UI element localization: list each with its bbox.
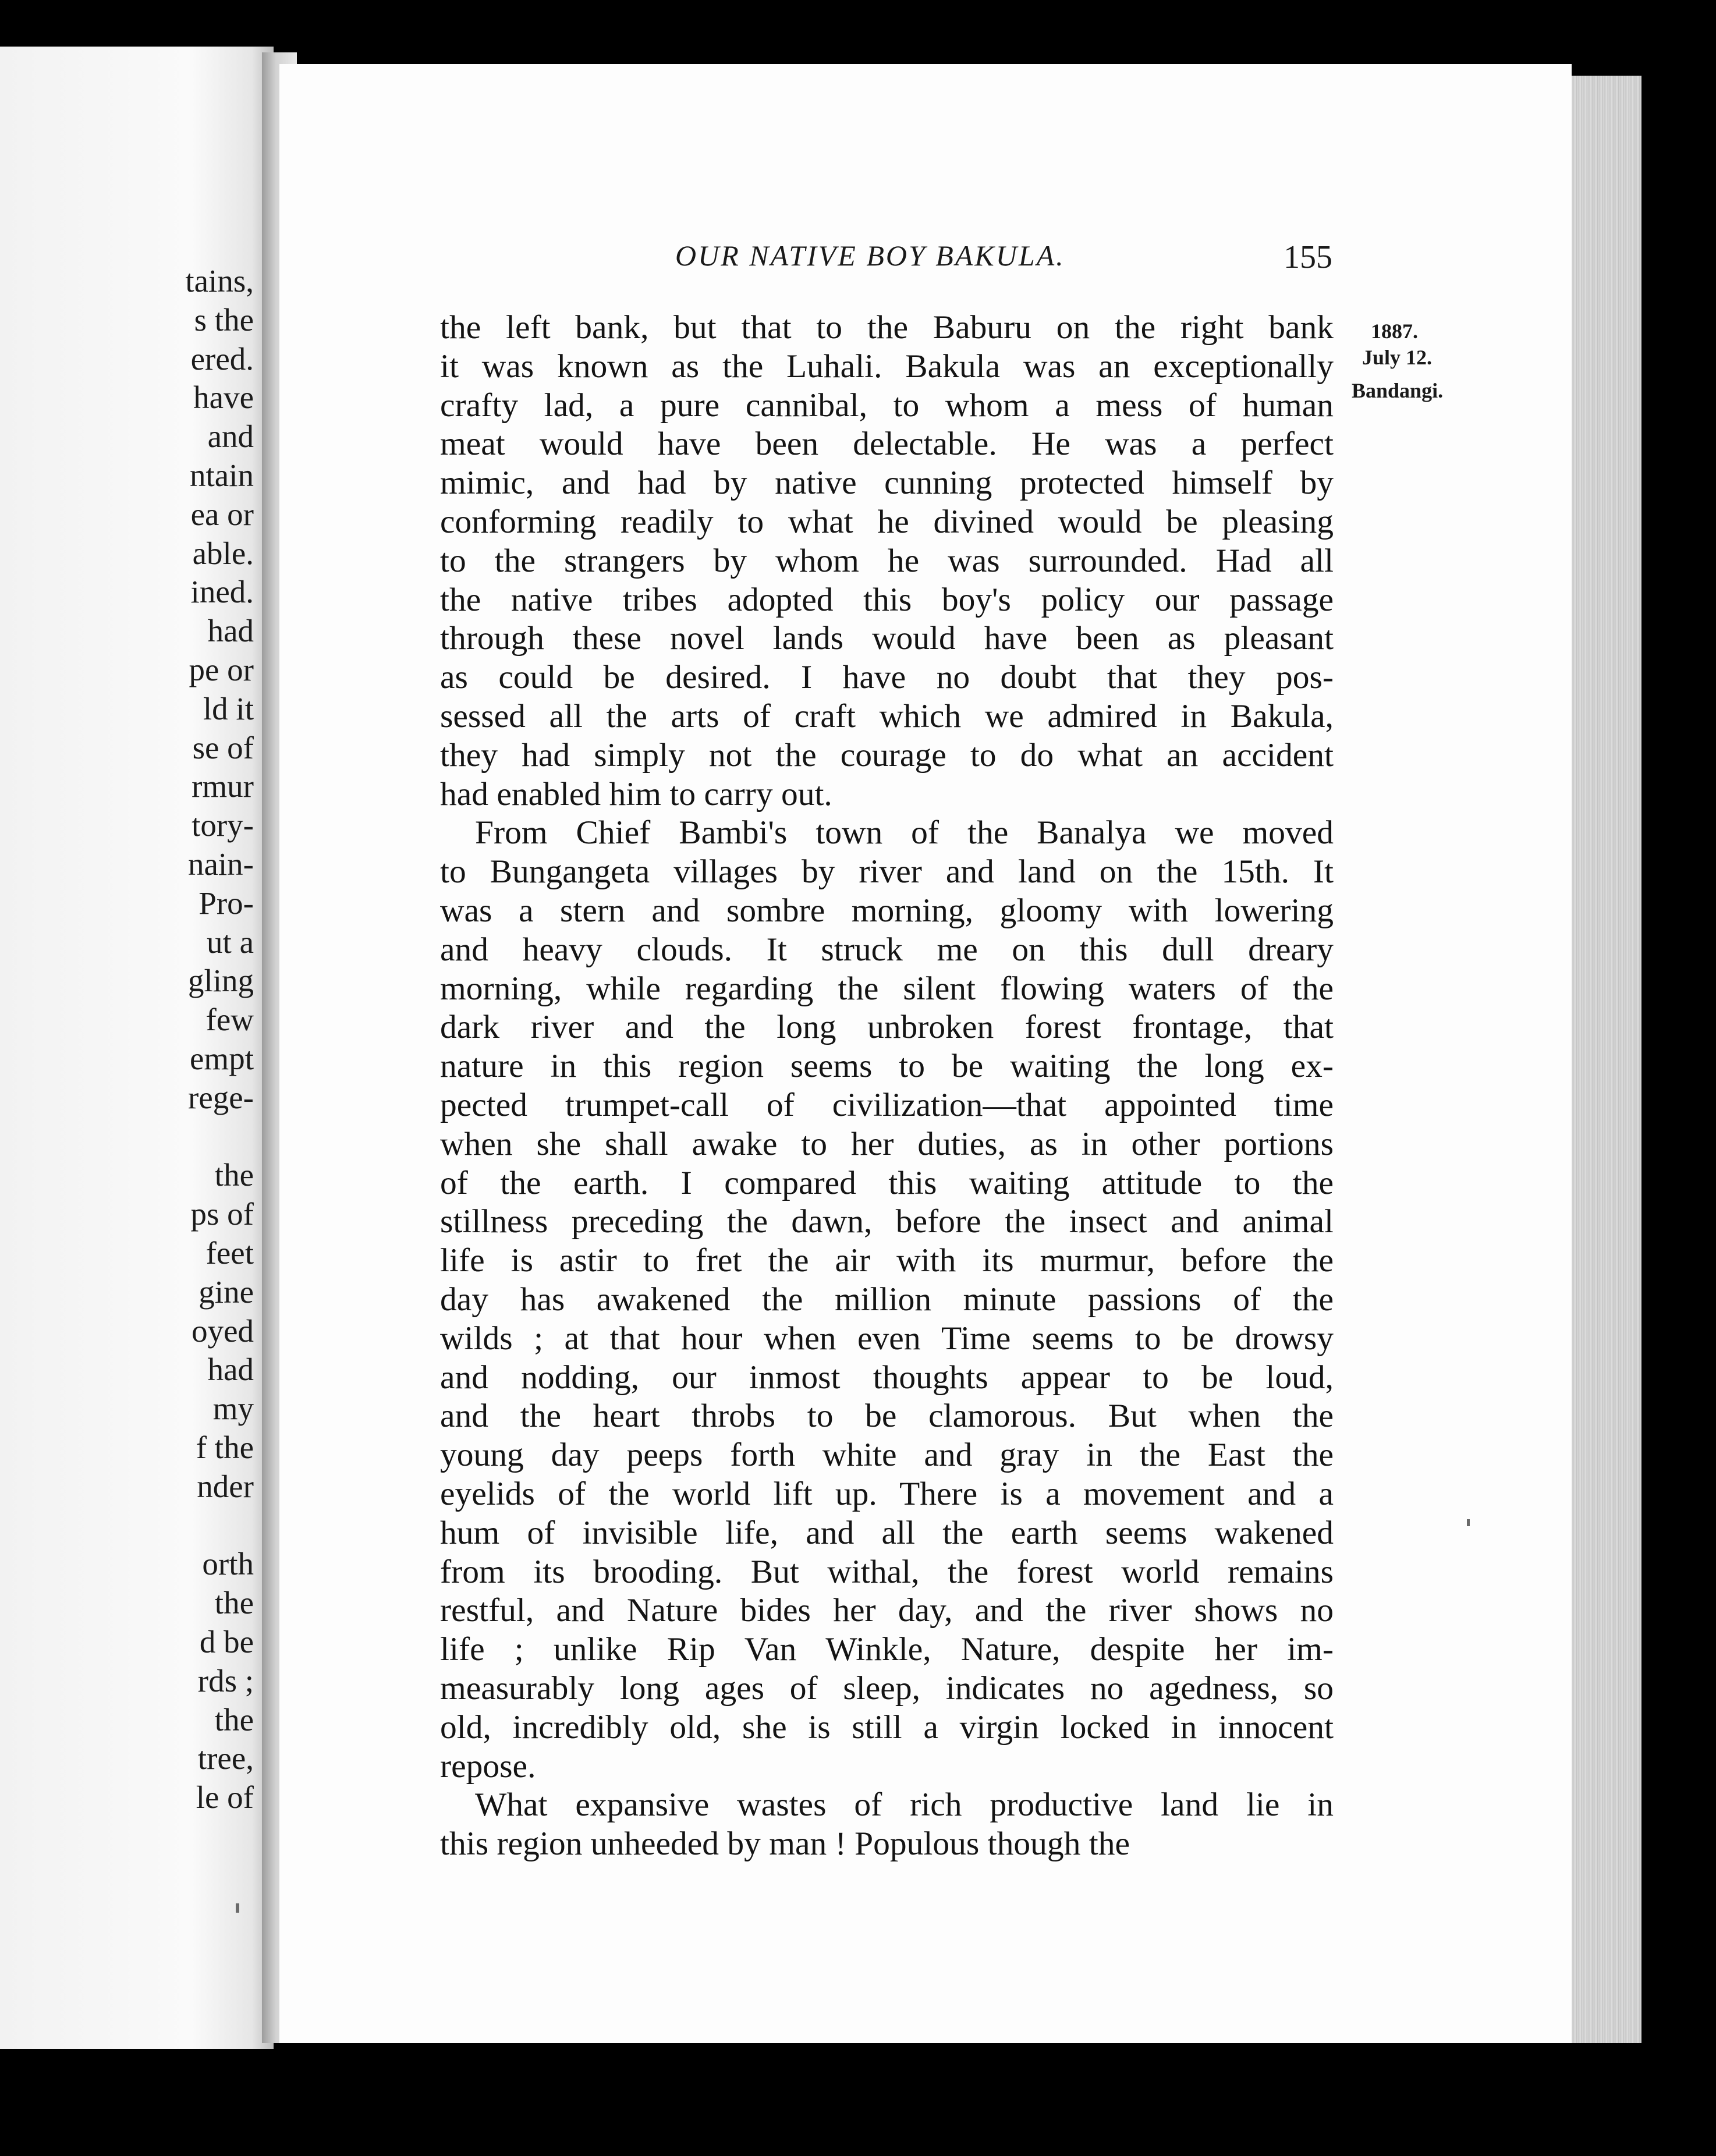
left-page-line: ea or (190, 496, 254, 532)
left-page-line: the (214, 1585, 254, 1621)
body-text-line: What expansive wastes of rich productive land lie in (475, 1786, 1334, 1824)
left-page-line: feet (205, 1235, 254, 1271)
left-page-line: the (214, 1157, 254, 1193)
left-page-line: gling (187, 963, 254, 999)
body-text-line: day has awakened the million minute passions of the (440, 1281, 1334, 1318)
left-page-line: se of (192, 729, 254, 765)
body-text-line: and the heart throbs to be clamorous. But when the (440, 1398, 1334, 1435)
left-page-line: and (207, 419, 254, 455)
body-text-line: to Bungangeta villages by river and land on the 15th. It (440, 853, 1334, 891)
left-page (0, 47, 274, 2049)
body-text-line: measurably long ages of sleep, indicates no agedness, so (440, 1670, 1334, 1707)
body-text-line: they had simply not the courage to do what an accident (440, 736, 1334, 774)
body-text-line: wilds ; at that hour when even Time seems to be drowsy (440, 1320, 1334, 1357)
body-text-line: and nodding, our inmost thoughts appear to be loud, (440, 1359, 1334, 1396)
page-edges (1572, 76, 1641, 2043)
left-page-line: ined. (190, 574, 254, 610)
left-page-line: le of (196, 1779, 254, 1815)
left-page-line: f the (196, 1430, 254, 1465)
marginal-note-place: Bandangi. (1352, 379, 1444, 402)
body-text-line: through these novel lands would have been as pleasant (440, 620, 1334, 657)
body-text-line: eyelids of the world lift up. There is a movement and a (440, 1476, 1334, 1512)
body-text-line: when she shall awake to her duties, as in other portions (440, 1125, 1334, 1162)
body-text-line: sessed all the arts of craft which we admired in Bakula, (440, 698, 1334, 735)
scan-speck (1467, 1519, 1470, 1526)
body-text-line: crafty lad, a pure cannibal, to whom a mess of human (440, 386, 1334, 424)
left-page-line: rds ; (197, 1662, 254, 1698)
body-text-line: dark river and the long unbroken forest frontage, that (440, 1009, 1334, 1046)
left-page-line: Pro- (198, 885, 254, 921)
left-page-line: had (207, 613, 254, 649)
body-text-line: it was known as the Luhali. Bakula was an exceptionally (440, 347, 1334, 385)
body-text-line: from its brooding. But withal, the forest world remains (440, 1553, 1334, 1590)
left-page-line: ld it (203, 690, 254, 726)
left-page-line: ps of (190, 1196, 254, 1232)
left-page-line: able. (192, 535, 254, 571)
body-text-line: to the strangers by whom he was surrounded. Had all (440, 542, 1334, 579)
left-page-line: rege- (188, 1079, 254, 1115)
body-text-line: restful, and Nature bides her day, and the river shows no (440, 1592, 1334, 1629)
body-text-line: the left bank, but that to the Baburu on the right bank (440, 309, 1334, 346)
left-page-line: oyed (192, 1313, 254, 1349)
left-page-line: rmur (192, 768, 254, 804)
running-head: OUR NATIVE BOY BAKULA. (675, 239, 1065, 272)
body-text-line: nature in this region seems to be waiting the long ex- (440, 1048, 1334, 1085)
body-text-line: old, incredibly old, she is still a virgin locked in innocent (440, 1708, 1334, 1746)
left-page-line: my (212, 1391, 254, 1427)
body-text-line: From Chief Bambi's town of the Banalya we moved (475, 814, 1334, 852)
body-text-line: life is astir to fret the air with its murmur, before the (440, 1242, 1334, 1279)
body-text-line: was a stern and sombre morning, gloomy with lowering (440, 892, 1334, 929)
marginal-note-date: July 12. (1362, 346, 1433, 369)
body-text-line: pected trumpet-call of civilization—that appointed time (440, 1087, 1334, 1123)
body-text-line: and heavy clouds. It struck me on this dull dreary (440, 931, 1334, 968)
left-page-line: tree, (197, 1740, 254, 1776)
left-page-line: empt (190, 1041, 254, 1076)
scan-speck (236, 1903, 239, 1913)
left-page-line: have (193, 380, 254, 416)
body-text-line: had enabled him to carry out. (440, 775, 832, 813)
body-text-line: as could be desired. I have no doubt that they pos- (440, 659, 1334, 696)
body-text-line: morning, while regarding the silent flowing waters of the (440, 970, 1334, 1007)
body-text-line: meat would have been delectable. He was a perfect (440, 425, 1334, 463)
body-text-line: young day peeps forth white and gray in the East the (440, 1437, 1334, 1474)
left-page-line: orth (202, 1546, 254, 1582)
left-page-line: tory- (192, 807, 254, 843)
body-text-line: repose. (440, 1747, 536, 1785)
body-text-line: life ; unlike Rip Van Winkle, Nature, despite her im- (440, 1631, 1334, 1668)
body-text-line: conforming readily to what he divined would be pleasing (440, 503, 1334, 540)
left-page-line: nain- (187, 846, 254, 882)
body-text-line: this region unheeded by man ! Populous though the (440, 1825, 1130, 1863)
left-page-line: ntain (190, 458, 254, 493)
left-page-line: gine (198, 1274, 254, 1310)
left-page-line: nder (197, 1468, 254, 1504)
marginal-note-year: 1887. (1371, 320, 1418, 343)
left-page-line: few (205, 1002, 254, 1038)
left-page-line: pe or (189, 652, 254, 687)
left-page-line: s the (194, 302, 254, 338)
body-text-line: of the earth. I compared this waiting attitude to the (440, 1164, 1334, 1201)
body-text-line: mimic, and had by native cunning protected himself by (440, 464, 1334, 502)
left-page-line: d be (199, 1624, 254, 1659)
left-page-line: ut a (207, 924, 254, 960)
left-page-line: had (207, 1352, 254, 1388)
body-text-line: stillness preceding the dawn, before the insect and animal (440, 1203, 1334, 1240)
body-text-line: the native tribes adopted this boy's policy our passage (440, 581, 1334, 618)
left-page-line: tains, (185, 263, 254, 299)
left-page-line: the (214, 1701, 254, 1737)
page-number: 155 (1284, 239, 1332, 275)
body-text-line: hum of invisible life, and all the earth seems wakened (440, 1514, 1334, 1551)
left-page-line: ered. (190, 341, 254, 377)
